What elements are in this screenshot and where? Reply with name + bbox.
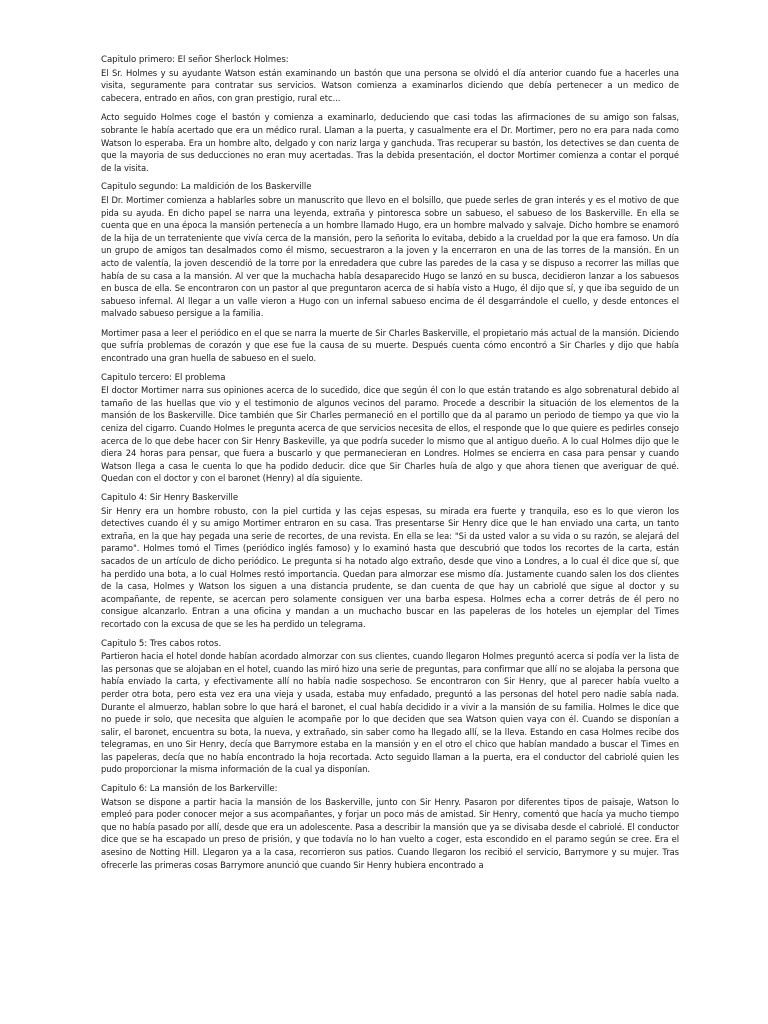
chapter-heading: Capitulo 6: La mansión de los Barkerville: [101,784,278,795]
chapter-paragraph: El Sr. Holmes y su ayudante Watson están examinando un bastón que una persona se olvidó el día anterior cuando fue a hacerles una visita, seguramente para contratar sus servicios. Watson comienza a examinarlos diciendo que debía pertenecer a un medico de cabecera, entrado en años, con gran prestigio, rural etc... [101,67,679,103]
chapter-heading: Capitulo 4: Sir Henry Baskerville [101,493,239,503]
chapter-paragraph: Sir Henry era un hombre robusto, con la piel curtida y las cejas espesas, su mirada era fuerte y tranquila, eso es lo que vieron los detectives cuando él y su amigo Mortimer entraron en su casa. Tras presentarse Sir Henry dice que le han enviado una carta, un tanto extraña, en la que hay pegada una serie de recortes, de una revista. En ella se lea: "Si da usted valor a su vida o su razón, se alejará del paramo". Holmes tomó el Times (periódico inglés famoso) y lo examinó hasta que descubrió que todos los recortes de la carta, están sacados de un artículo de dicho periódico. Le pregunta si ha notado algo extraño, desde que vino a Londres, a lo cual él dice que sí, que ha perdido una bota, a lo cual Holmes restó importancia. Quedan para almorzar ese mismo día. Justamente cuando salen los dos clientes de la casa, Holmes y Watson los siguen a una distancia prudente, se dan cuenta de que hay un cabriolé que sigue al doctor y su acompañante, de repente, se acercan pero solamente consiguen ver una barba espesa. Holmes echa a correr detrás de él pero no consigue alcanzarlo. Entran a una oficina y mandan a un muchacho buscar en las papeleras de los hoteles un ejemplar del Times recortado con la excusa de que se les ha perdido un telegrama. [101,505,679,629]
chapter-heading: Capitulo 5: Tres cabos rotos. [101,638,222,649]
chapter-6 [101,783,679,871]
chapter-5 [101,638,679,777]
chapter-1 [101,54,679,174]
chapter-3 [101,372,679,485]
chapter-4 [101,492,679,631]
chapter-paragraph: Mortimer pasa a leer el periódico en el que se narra la muerte de Sir Charles Baskerville, el propietario más actual de la mansión. Diciendo que sufría problemas de corazón y que ese fue la causa de su muerte. Después cuenta cómo encontró a Sir Charles y dijo que había encontrado una gran huella de sabueso en el suelo. [101,327,679,364]
chapter-paragraph: El Dr. Mortimer comienza a hablarles sobre un manuscrito que llevo en el bolsillo, que puede serles de gran interés y es el motivo de que pida su ayuda. En dicho papel se narra una leyenda, extraña y pintoresca sobre un sabueso, el sabueso de los Baskerville. En ella se cuenta que en una época la mansión pertenecía a un hombre llamado Hugo, era un hombre malvado y salvaje. Dicho hombre se enamoró de la hija de un terrateniente que vivía cerca de la mansión, pero la señorita lo evitaba, debido a la crueldad por la que era famoso. Un día un grupo de amigos tan desalmados como él mismo, secuestraron a la joven y la encerraron en una de las torres de la mansión. En un acto de valentía, la joven descendió de la torre por la enredadera que cubre las paredes de la casa y se dispuso a recorrer las millas que había de su casa a la mansión. Al ver que la muchacha había desaparecido Hugo se lanzó en su busca, decidieron lanzar a los sabuesos en busca de ella. Se encontraron con un pastor al que preguntaron acerca de si había visto a Hugo, él dijo que sí, y que iba seguido de un sabueso infernal. Al llegar a un valle vieron a Hugo con un infernal sabueso encima de él desgarrándole el cuello, y desde entonces el malvado sabueso persigue a la familia. [101,194,679,319]
chapter-heading: Capitulo tercero: El problema [101,372,226,383]
chapter-paragraph: Acto seguido Holmes coge el bastón y comienza a examinarlo, deduciendo que casi todas las afirmaciones de su amigo son falsas, sobrante le había acertado que era un médico rural. Llaman a la puerta, y casualmente era el Dr. Mortimer, pero no era para nada como Watson lo esperaba. Era un hombre alto, delgado y con nariz larga y ganchuda. Tras recuperar su bastón, los detectives se dan cuenta de que la mayoria de sus deducciones no eran muy acertadas. Tras la debida presentación, el doctor Mortimer comienza a contar el porqué de la visita. [101,112,679,173]
chapter-heading: Capitulo segundo: La maldición de los Baskerville [101,182,312,193]
document-body [101,54,679,871]
chapter-paragraph: Partieron hacia el hotel donde habían acordado almorzar con sus clientes, cuando llegaron Holmes preguntó acerca si podía ver la lista de las personas que se alojaban en el hotel, cuando las miró hizo una serie de preguntas, para confirmar que allí no se alojaba la persona que había enviado la carta, y efectivamente allí no había nadie sospechoso. Se encontraron con Sir Henry, que al parecer había vuelto a perder otra bota, pero esta vez era una vieja y usada, estaba muy enfadado, preguntó a las personas del hotel pero nadie sabía nada. Durante el almuerzo, hablan sobre lo que hará el baronet, el cual había decidido ir a vivir a la mansión de su familia. Holmes le dice que no puede ir solo, que necesita que alguien le acompañe por lo que deciden que sea Watson quien vaya con él. Cuando se disponían a salir, el baronet, encuentra su bota, la nueva, y extrañado, sin saber como ha llegado allí, se la lleva. Estando en casa Holmes recibe dos telegramas, en uno Sir Henry, decía que Barrymore estaba en la mansión y en el otro el chico que habían mandado a buscar el Times en las papeleras, decía que no había encontrado la hoja recortada. Acto seguido llaman a la puerta, era el conductor del cabriolé quien les pudo proporcionar la misma información de la cual ya disponían. [101,651,679,775]
chapter-2 [101,181,679,364]
chapter-heading: Capitulo primero: El señor Sherlock Holmes: [101,55,289,65]
chapter-paragraph: El doctor Mortimer narra sus opiniones acerca de lo sucedido, dice que según él con lo que están tratando es algo sobrenatural debido al tamaño de las huellas que vio y el testimonio de algunos vecinos del paramo. Procede a describir la situación de los elementos de la mansión de los Baskerville. Dice también que Sir Charles permaneció en el portillo que da al paramo un periodo de tiempo ya que vio la ceniza del cigarro. Cuando Holmes le pregunta acerca de que servicios necesita de ellos, el responde que lo que quiere es pedirles consejo acerca de lo que debe hacer con Sir Henry Baskeville, ya que podría suceder lo mismo que al antiguo dueño. A lo cual Holmes dijo que le diera 24 horas para pensar, que fuera a buscarlo y que permanecieran en Londres. Holmes se encierra en casa para pensar y cuando Watson llega a casa le cuenta lo que ha podido deducir. dice que Sir Charles huía de algo y que ahora tienen que averiguar de qué. Quedan con el doctor y con el baronet (Henry) al día siguiente. [101,385,679,484]
chapter-paragraph: Watson se dispone a partir hacia la mansión de los Baskerville, junto con Sir Henry. Pasaron por diferentes tipos de paisaje, Watson lo empleó para poder conocer mejor a sus acompañantes, y forjar un poco más de amistad. Sir Henry, comentó que hacía ya mucho tiempo que no había pasado por allí, desde que era un adolescente. Pasa a describir la mansión que ya se divisaba desde el cabriolé. El conductor dice que se ha escapado un preso de prisión, y que todavía no lo han vuelto a coger, esta escondido en el paramo según se cree. Era el asesino de Notting Hill. Llegaron ya a la casa, recorrieron sus patios. Cuando llegaron los recibió el servicio, Barrymore y su mujer. Tras ofrecerle las primeras cosas Barrymore anunció que cuando Sir Henry hubiera encontrado a [101,796,679,870]
